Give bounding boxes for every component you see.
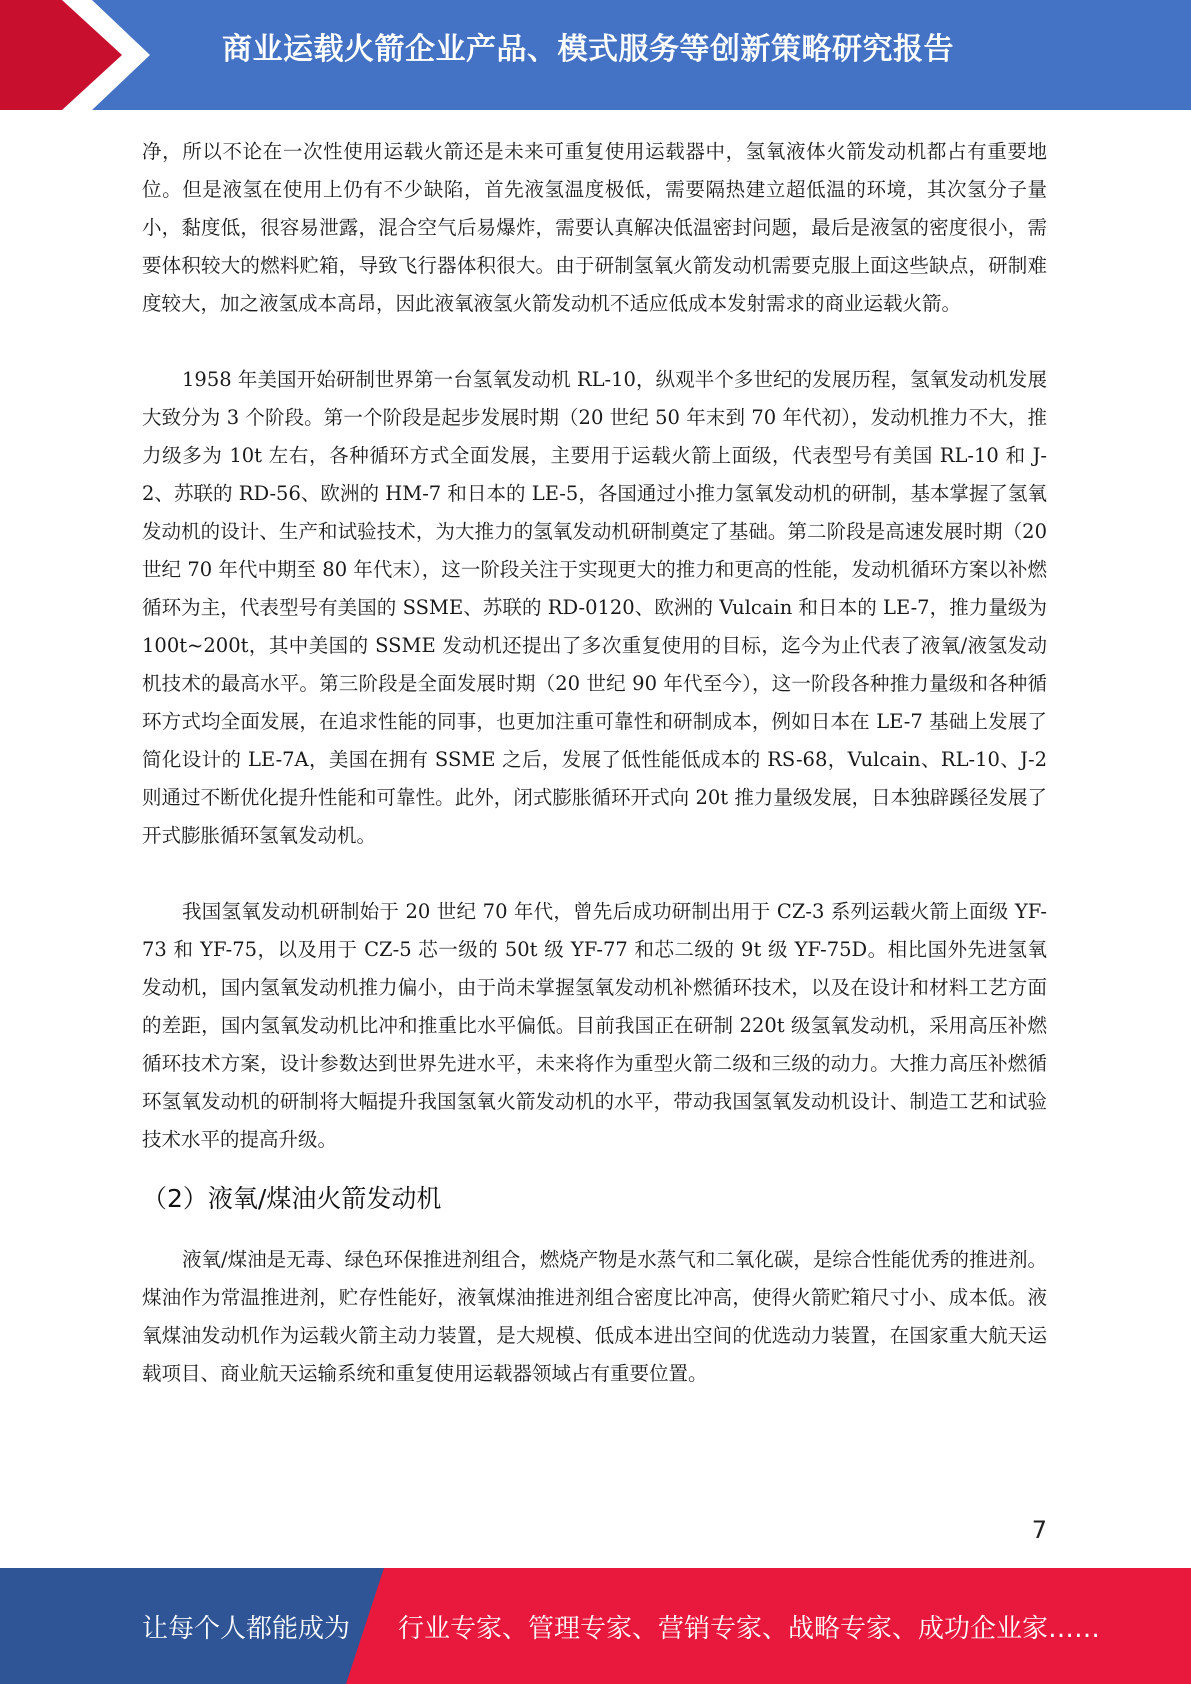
body-paragraph-4: 液氧/煤油是无毒、绿色环保推进剂组合，燃烧产物是水蒸气和二氧化碳，是综合性能优秀的推进剂。煤油作为常温推进剂，贮存性能好，液氧煤油推进剂组合密度比冲高，使得火箭贮箱尺寸小、成本低。液氧煤油发动机作为运载火箭主动力装置，是大规模、低成本进出空间的优选动力装置，在国家重大航天运载项目、商业航天运输系统和重复使用运载器领域占有重要位置。 (142, 1248, 1047, 1385)
body-paragraph-3: 我国氢氧发动机研制始于 20 世纪 70 年代，曾先后成功研制出用于 CZ-3 系列运载火箭上面级 YF-73 和 YF-75，以及用于 CZ-5 芯一级的 50t 级 YF-77 和芯二级的 9t 级 YF-75D。相比国外先进氢氧发动机，国内氢氧发动机推力偏小，由于尚未掌握氢氧发动机补燃循环技术，以及在设计和材料工艺方面的差距，国内氢氧发动机比冲和推重比水平偏低。目前我国正在研制 220t 级氢氧发动机，采用高压补燃循环技术方案，设计参数达到世界先进水平，未来将作为重型火箭二级和三级的动力。大推力高压补燃循环氢氧发动机的研制将大幅提升我国氢氧火箭发动机的水平，带动我国氢氧发动机设计、制造工艺和试验技术水平的提高升级。 (142, 900, 1047, 1151)
footer-slogan-left: 让每个人都能成为 (142, 1614, 351, 1644)
footer-slogan-right: 行业专家、管理专家、营销专家、战略专家、成功企业家…… (398, 1614, 1101, 1644)
report-title: 商业运载火箭企业产品、模式服务等创新策略研究报告 (222, 32, 954, 67)
document-body (142, 133, 1047, 1393)
page-footer (0, 1568, 1191, 1684)
page-number: 7 (1031, 1516, 1047, 1544)
body-paragraph-2: 1958 年美国开始研制世界第一台氢氧发动机 RL-10，纵观半个多世纪的发展历程，氢氧发动机发展大致分为 3 个阶段。第一个阶段是起步发展时期（20 世纪 50 年末到 70 年代初），发动机推力不大，推力级多为 10t 左右，各种循环方式全面发展，主要用于运载火箭上面级，代表型号有美国 RL-10 和 J-2、苏联的 RD-56、欧洲的 HM-7 和日本的 LE-5，各国通过小推力氢氧发动机的研制，基本掌握了氢氧发动机的设计、生产和试验技术，为大推力的氢氧发动机研制奠定了基础。第二阶段是高速发展时期（20 世纪 70 年代中期至 80 年代末），这一阶段关注于实现更大的推力和更高的性能，发动机循环方案以补燃循环为主，代表型号有美国的 SSME、苏联的 RD-0120、欧洲的 Vulcain 和日本的 LE-7，推力量级为 100t~200t，其中美国的 SSME 发动机还提出了多次重复使用的目标，迄今为止代表了液氧/液氢发动机技术的最高水平。第三阶段是全面发展时期（20 世纪 90 年代至今），这一阶段各种推力量级和各种循环方式均全面发展，在追求性能的同事，也更加注重可靠性和研制成本，例如日本在 LE-7 基础上发展了简化设计的 LE-7A，美国在拥有 SSME 之后，发展了低性能低成本的 RS-68，Vulcain、RL-10、J-2 则通过不断优化提升性能和可靠性。此外，闭式膨胀循环开式向 20t 推力量级发展，日本独辟蹊径发展了开式膨胀循环氢氧发动机。 (142, 368, 1047, 847)
page-header (0, 0, 1191, 110)
body-paragraph-1: 净，所以不论在一次性使用运载火箭还是未来可重复使用运载器中，氢氧液体火箭发动机都占有重要地位。但是液氢在使用上仍有不少缺陷，首先液氢温度极低，需要隔热建立超低温的环境，其次氢分子量小，黏度低，很容易泄露，混合空气后易爆炸，需要认真解决低温密封问题，最后是液氢的密度很小，需要体积较大的燃料贮箱，导致飞行器体积很大。由于研制氢氧火箭发动机需要克服上面这些缺点，研制难度较大，加之液氢成本高昂，因此液氧液氢火箭发动机不适应低成本发射需求的商业运载火箭。 (142, 140, 1047, 315)
section-heading: （2）液氧/煤油火箭发动机 (142, 1184, 442, 1213)
